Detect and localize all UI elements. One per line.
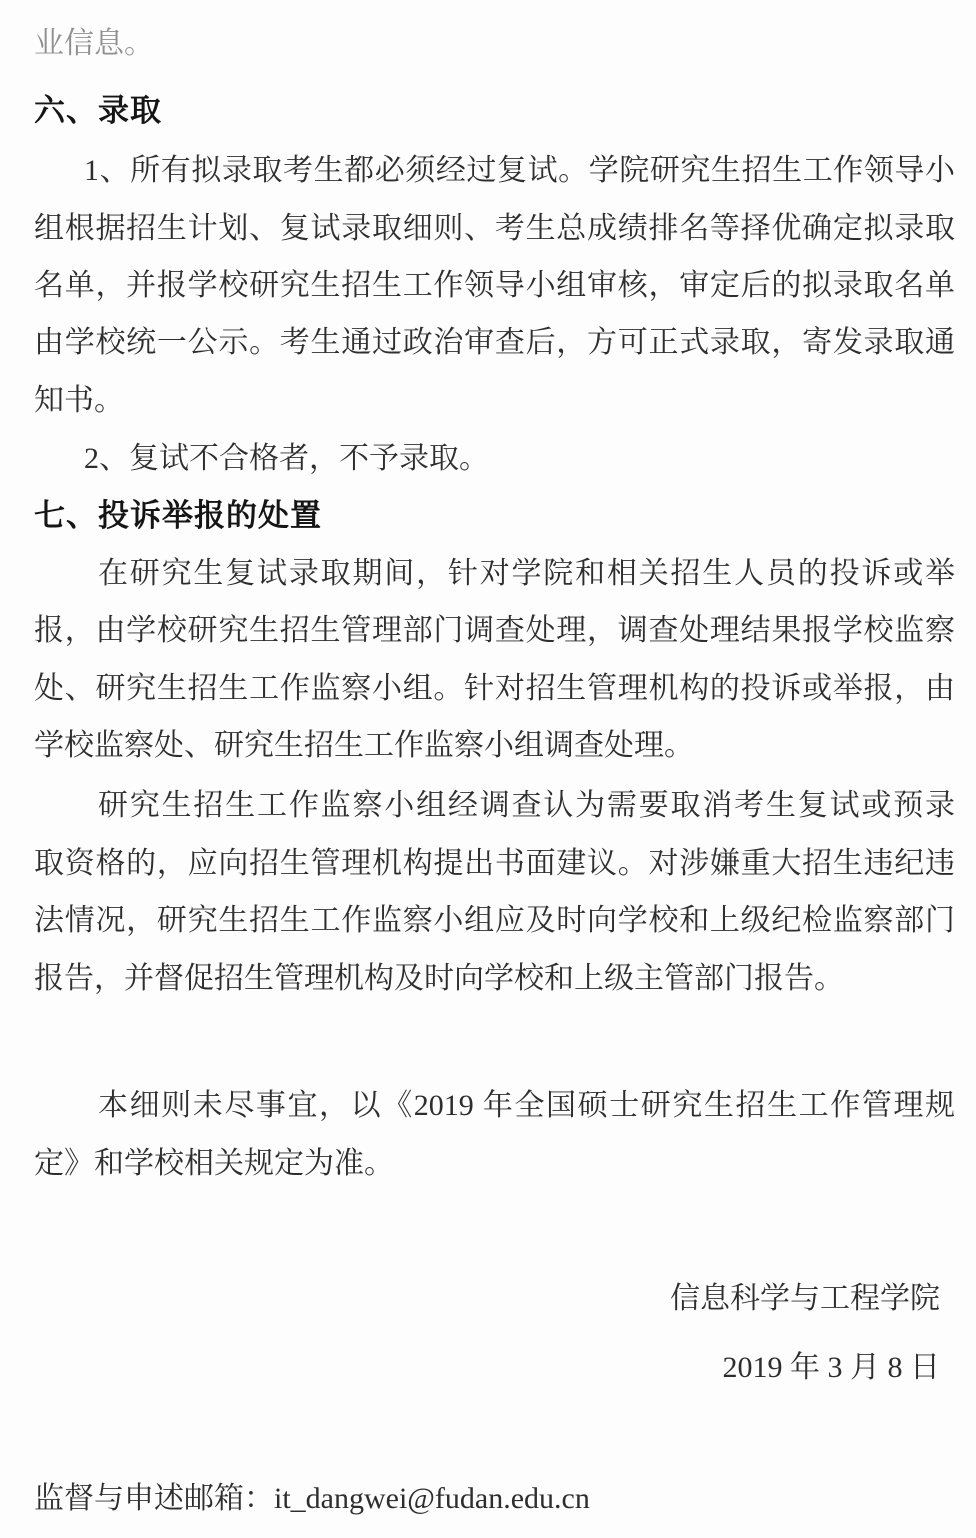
body-line: 知书。 (34, 384, 124, 417)
body-line: 报，由学校研究生招生管理部门调查处理，调查处理结果报学校监察 (34, 614, 955, 647)
signature-department: 信息科学与工程学院 (670, 1282, 940, 1315)
body-line: 法情况，研究生招生工作监察小组应及时向学校和上级纪检监察部门 (34, 904, 955, 937)
section-6-heading: 六、录取 (34, 93, 162, 128)
body-line: 取资格的，应向招生管理机构提出书面建议。对涉嫌重大招生违纪违 (34, 847, 955, 880)
body-line: 研究生招生工作监察小组经调查认为需要取消考生复试或预录 (98, 789, 955, 822)
body-line: 名单，并报学校研究生招生工作领导小组审核，审定后的拟录取名单 (34, 269, 955, 302)
body-line: 学校监察处、研究生招生工作监察小组调查处理。 (34, 729, 694, 762)
closing-line: 本细则未尽事宜，以《2019 年全国硕士研究生招生工作管理规 (98, 1089, 955, 1122)
section-7-heading: 七、投诉举报的处置 (34, 498, 322, 533)
fragment-line: 业信息。 (34, 27, 154, 60)
signature-date: 2019 年 3 月 8 日 (722, 1351, 940, 1384)
body-line: 在研究生复试录取期间，针对学院和相关招生人员的投诉或举 (98, 557, 955, 590)
body-line: 1、所有拟录取考生都必须经过复试。学院研究生招生工作领导小 (84, 154, 955, 187)
body-line: 2、复试不合格者，不予录取。 (84, 442, 489, 475)
closing-line: 定》和学校相关规定为准。 (34, 1147, 394, 1180)
contact-email-line: 监督与申述邮箱：it_dangwei@fudan.edu.cn (34, 1482, 590, 1515)
body-line: 处、研究生招生工作监察小组。针对招生管理机构的投诉或举报，由 (34, 672, 955, 705)
body-line: 报告，并督促招生管理机构及时向学校和上级主管部门报告。 (34, 962, 844, 995)
body-line: 由学校统一公示。考生通过政治审查后，方可正式录取，寄发录取通 (34, 326, 955, 359)
body-line: 组根据招生计划、复试录取细则、考生总成绩排名等择优确定拟录取 (34, 212, 955, 245)
